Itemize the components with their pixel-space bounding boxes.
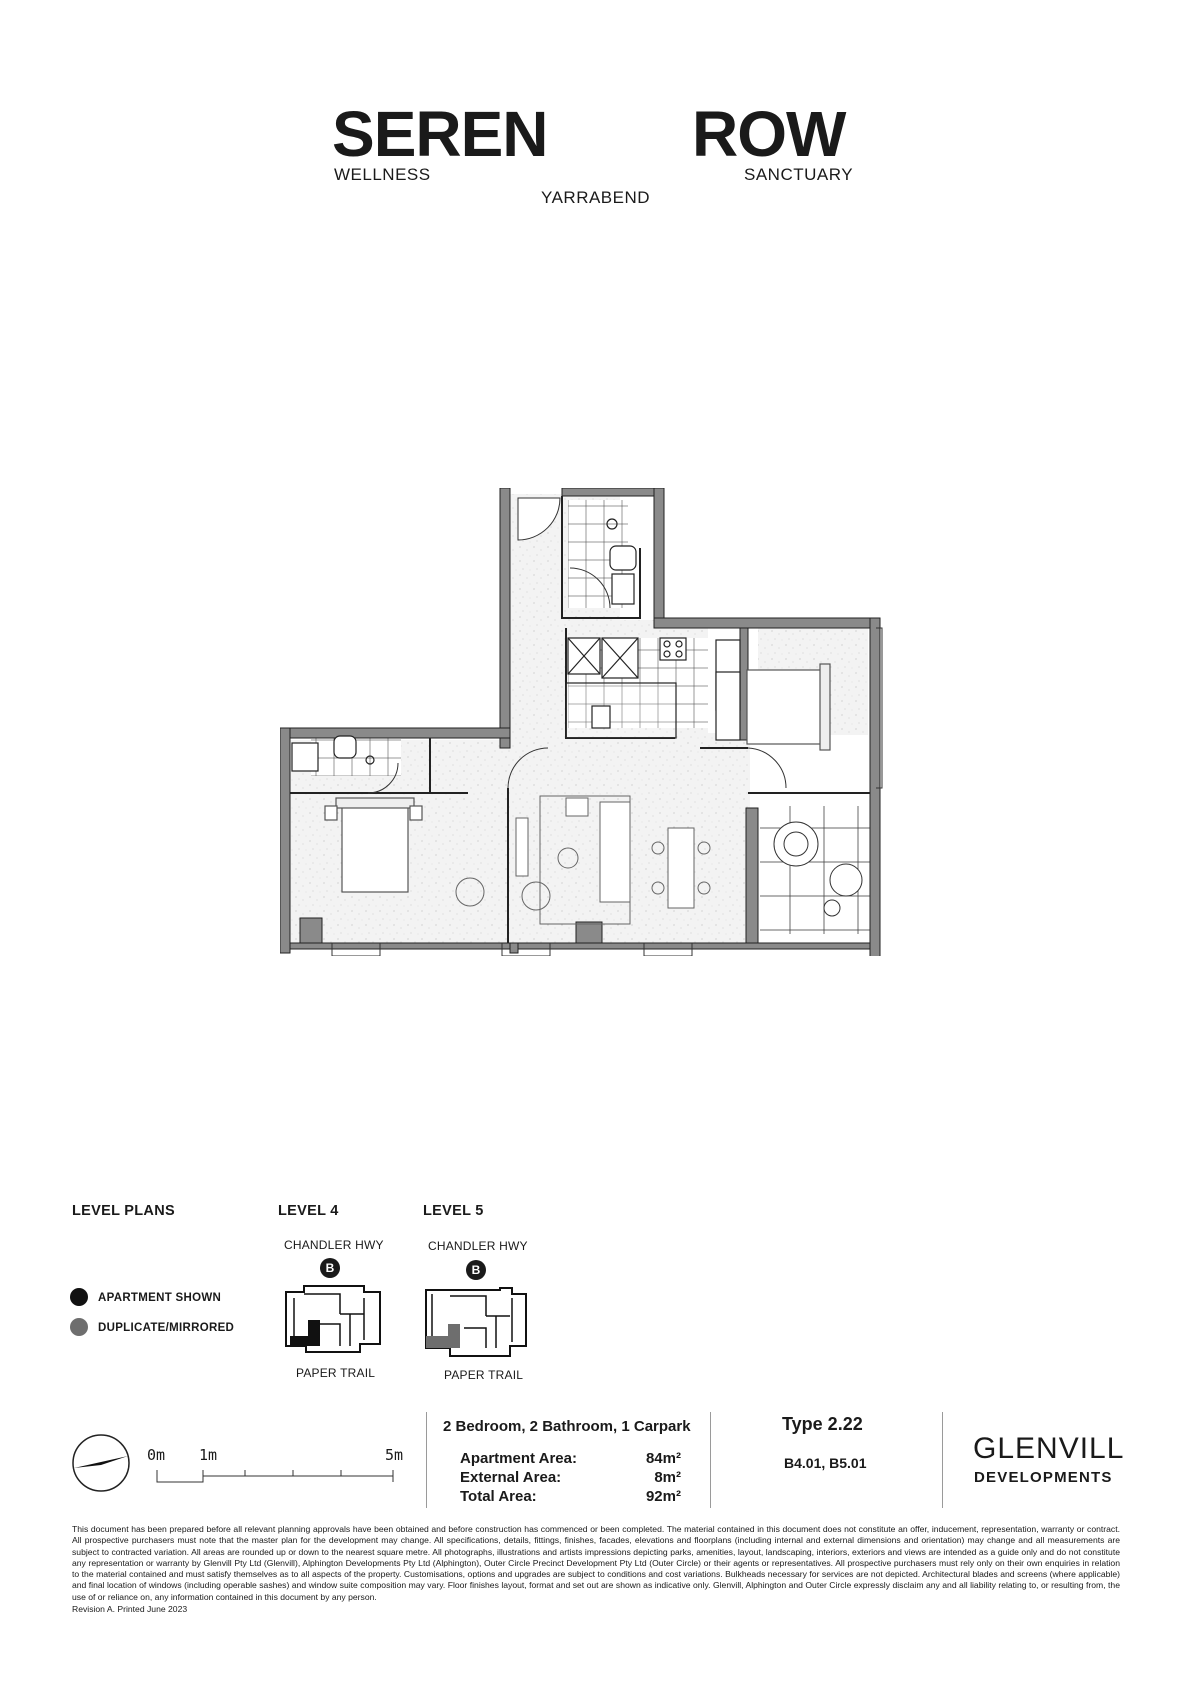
floor-plan [280, 488, 906, 956]
brand-word-left: SEREN [332, 98, 548, 170]
external-area-value: 8m² [654, 1469, 681, 1486]
legend-dot-apartment-shown [70, 1288, 88, 1306]
scale-bar [155, 1466, 405, 1488]
brand-sub-right: SANCTUARY [744, 165, 854, 184]
level-5-road-top: CHANDLER HWY [428, 1239, 528, 1253]
apartment-area-label: Apartment Area: [460, 1450, 577, 1467]
level-plans-heading: LEVEL PLANS [72, 1203, 175, 1219]
total-area-value: 92m² [645, 1488, 681, 1505]
brand-sub-center: YARRABEND [541, 188, 651, 207]
brand-sub-left: WELLNESS [334, 165, 431, 184]
scale-label-0m: 0m [147, 1446, 166, 1464]
disclaimer-text: This document has been prepared before all relevant planning approvals have been obtained and before construction has commenced or been completed. The material contained in this document does not constitute an offer, inducement, representation, warranty or contract. All prospective purchasers must note that the master plan for the development may change. All specifications, details, fittings, finishes, facades, elevations and floorplans (including internal and external dimensions and orientation) may change and all measurements are subject to contracted variation. All areas are rounded up or down to the nearest square metre. All photographs, illustrations and artists impressions depicting parks, amenities, layout, landscaping, interiors, exteriors and views are intended as a guide only and do not constitute any representation or warranty by Glenvill Pty Ltd (Glenvill), Alphington Developments Pty Ltd (Alphington), Outer Circle Precinct Development Pty Ltd (Outer Circle) or their agents or representatives. All prospective purchasers must rely only on their own enquiries in relation to the material contained and must satisfy themselves as to all aspects of the property. Customisations, options and upgrades are subject to conditions and cost variations. Bulkheads necessary for services are not depicted. Architectural blades and screens (where applicable) and final location of windows (including operable sashes) and window suite composition may vary. Floor finishes layout, format and set out are shown as indicative only. Glenvill, Alphington and Outer Circle expressly disclaim any and all liability relating to, or resulting from, the use of or reliance on, any information contained in this document by any person. [72, 1524, 1120, 1602]
legend-dot-duplicate [70, 1318, 88, 1336]
revision-note: Revision A. Printed June 2023 [72, 1604, 188, 1614]
level-4-title: LEVEL 4 [278, 1203, 339, 1219]
apartment-summary: 2 Bedroom, 2 Bathroom, 1 Carpark [443, 1418, 691, 1435]
total-area-label: Total Area: [460, 1488, 537, 1505]
legend-label-apartment-shown: APARTMENT SHOWN [98, 1292, 222, 1304]
scale-label-1m: 1m [199, 1446, 218, 1464]
north-compass-icon [70, 1432, 132, 1494]
level-4-road-bottom: PAPER TRAIL [296, 1366, 376, 1380]
level-5-road-bottom: PAPER TRAIL [444, 1368, 524, 1382]
external-area-label: External Area: [460, 1469, 562, 1486]
apartment-area-value: 84m² [645, 1450, 681, 1467]
developer-logo-line2: DEVELOPMENTS [974, 1469, 1113, 1486]
developer-logo-line1: GLENVILL [973, 1432, 1125, 1465]
divider-3 [942, 1412, 943, 1508]
divider-2 [710, 1412, 711, 1508]
level-4-road-top: CHANDLER HWY [284, 1238, 384, 1252]
level-4-building-marker: B [320, 1258, 340, 1278]
brand-word-right: ROW [692, 98, 846, 170]
level-5-keyplan [420, 1286, 532, 1358]
level-5-building-marker: B [466, 1260, 486, 1280]
legend-label-duplicate: DUPLICATE/MIRRORED [98, 1322, 235, 1334]
apartment-units: B4.01, B5.01 [784, 1455, 867, 1471]
divider-1 [426, 1412, 427, 1508]
scale-label-5m: 5m [385, 1446, 404, 1464]
level-5-title: LEVEL 5 [423, 1203, 484, 1219]
apartment-type: Type 2.22 [782, 1414, 863, 1434]
level-4-keyplan [276, 1284, 388, 1356]
